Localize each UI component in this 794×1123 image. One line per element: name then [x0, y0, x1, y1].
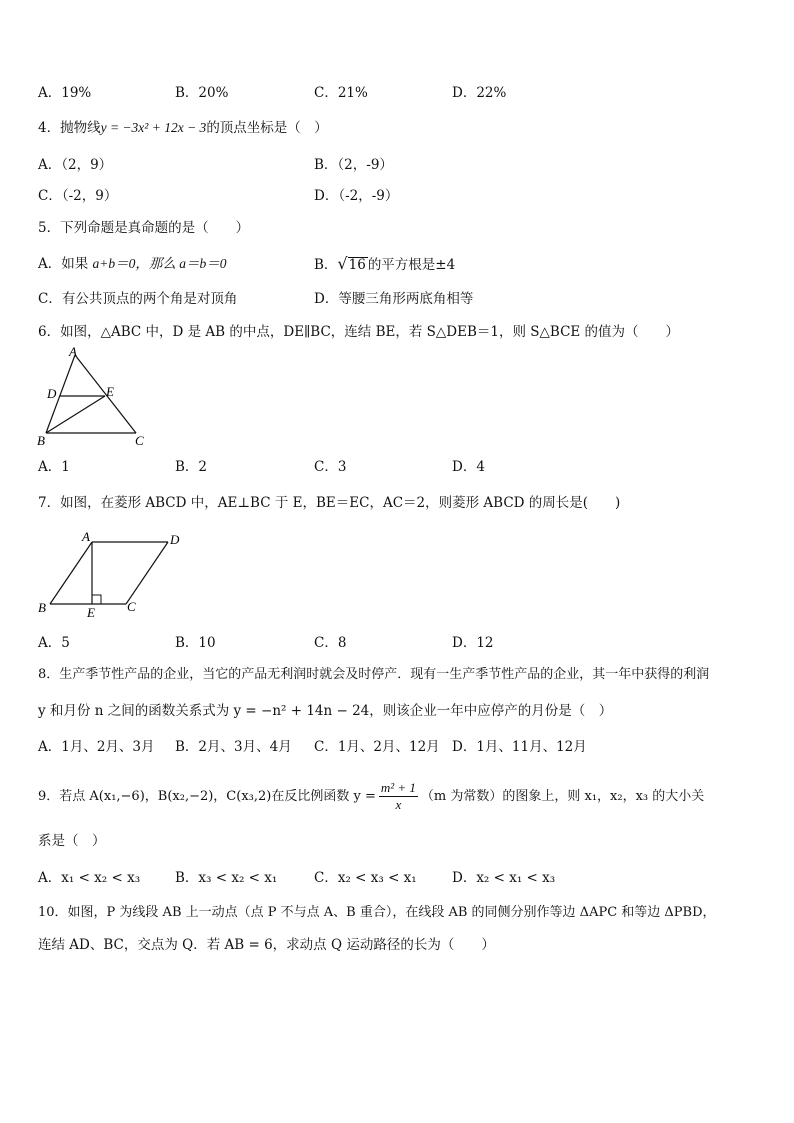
q9-fraction: $\frac{\text{m² + 1}}{x}$ [380, 780, 416, 812]
q6-option-c: C．3 [314, 459, 347, 475]
q7-label-c: C [127, 599, 136, 614]
q9-option-a: A．x₁ < x₂ < x₃ [38, 870, 141, 886]
q5-option-a: A．如果 a+b＝0，那么 a＝b＝0 [38, 256, 227, 272]
q7-label-d: D [170, 532, 180, 547]
q7-rhombus-figure [36, 528, 196, 620]
q7-label-e: E [87, 605, 95, 620]
q8-option-c: C．1月、2月、12月 [314, 739, 440, 755]
q8-stem-line1: 8．生产季节性产品的企业，当它的产品无利润时就会及时停产．现有一生产季节性产品的企业，其一年中获得的利润 [38, 667, 710, 682]
q4-option-d: D．（-2，-9） [314, 188, 399, 204]
q8-option-a: A．1月、2月、3月 [38, 739, 155, 755]
q3-option-a: A．19% [38, 85, 92, 101]
q9-suffix: （m 为常数）的图象上，则 x₁，x₂，x₃ 的大小关 [420, 789, 705, 804]
q7-option-b: B．10 [175, 635, 216, 651]
q10-stem-line2: 连结 AD、BC，交点为 Q．若 AB = 6，求动点 Q 运动路径的长为（ ） [38, 937, 495, 953]
q4-suffix: 的顶点坐标是（ ） [206, 120, 328, 136]
q7-label-b: B [38, 600, 46, 615]
q6-option-a: A．1 [38, 459, 70, 475]
q5-option-b: B．√16 的平方根是±4 [314, 254, 456, 273]
q4-stem [38, 119, 328, 137]
q7-option-a: A．5 [38, 635, 70, 651]
q6-option-b: B．2 [175, 459, 208, 475]
sqrt-symbol: √ [337, 254, 348, 273]
q4-option-c: C．（-2，9） [38, 188, 118, 204]
q9-option-d: D．x₂ < x₁ < x₃ [452, 870, 556, 886]
q4-expression: y = −3x² + 12x − 3 [100, 120, 207, 135]
q5-option-d: D．等腰三角形两底角相等 [314, 291, 474, 307]
q9-option-b: B．x₃ < x₂ < x₁ [175, 870, 278, 886]
q8-option-d: D．1月、11月、12月 [452, 739, 587, 755]
q6-label-d: D [47, 386, 57, 401]
q6-label-c: C [135, 433, 144, 448]
q6-stem: 6．如图，△ABC 中，D 是 AB 的中点，DE∥BC，连结 BE，若 S△DEB＝1，则 S△BCE 的值为（ ） [38, 324, 680, 340]
q5-stem: 5．下列命题是真命题的是（ ） [38, 220, 250, 236]
q6-option-d: D．4 [452, 459, 485, 475]
q9-prefix: 9．若点 A(x₁,−6)，B(x₂,−2)，C(x₃,2)在反比例函数 y = [38, 789, 376, 804]
q9-option-c: C．x₂ < x₃ < x₁ [314, 870, 417, 886]
q3-option-d: D．22% [452, 85, 507, 101]
q5-option-c: C．有公共顶点的两个角是对顶角 [38, 291, 238, 307]
q6-label-a: A [69, 345, 77, 359]
q7-label-a: A [82, 529, 90, 544]
q3-option-c: C．21% [314, 85, 368, 101]
q10-stem-line1: 10．如图，P 为线段 AB 上一动点（点 P 不与点 A、B 重合），在线段 AB 的同侧分别作等边 ΔAPC 和等边 ΔPBD， [38, 905, 716, 920]
q7-option-c: C．8 [314, 635, 347, 651]
q7-option-d: D．12 [452, 635, 494, 651]
q4-option-a: A．（2，9） [38, 157, 113, 173]
q7-stem: 7．如图，在菱形 ABCD 中，AE⊥BC 于 E，BE＝EC，AC＝2，则菱形 ABCD 的周长是( ) [38, 495, 621, 511]
q9-stem-line1 [38, 780, 704, 813]
q8-stem-line2: y 和月份 n 之间的函数关系式为 y = −n² + 14n − 24，则该企业一年中应停产的月份是（ ） [38, 703, 613, 719]
q9-stem-line2: 系是（ ） [38, 833, 106, 849]
q3-option-b: B．20% [175, 85, 229, 101]
q6-label-b: B [37, 433, 45, 448]
q6-triangle-figure [36, 345, 156, 450]
q6-label-e: E [106, 384, 114, 399]
q4-option-b: B．（2，-9） [314, 157, 393, 173]
q4-prefix: 4．抛物线 [38, 120, 101, 136]
q8-option-b: B．2月、3月、4月 [175, 739, 292, 755]
